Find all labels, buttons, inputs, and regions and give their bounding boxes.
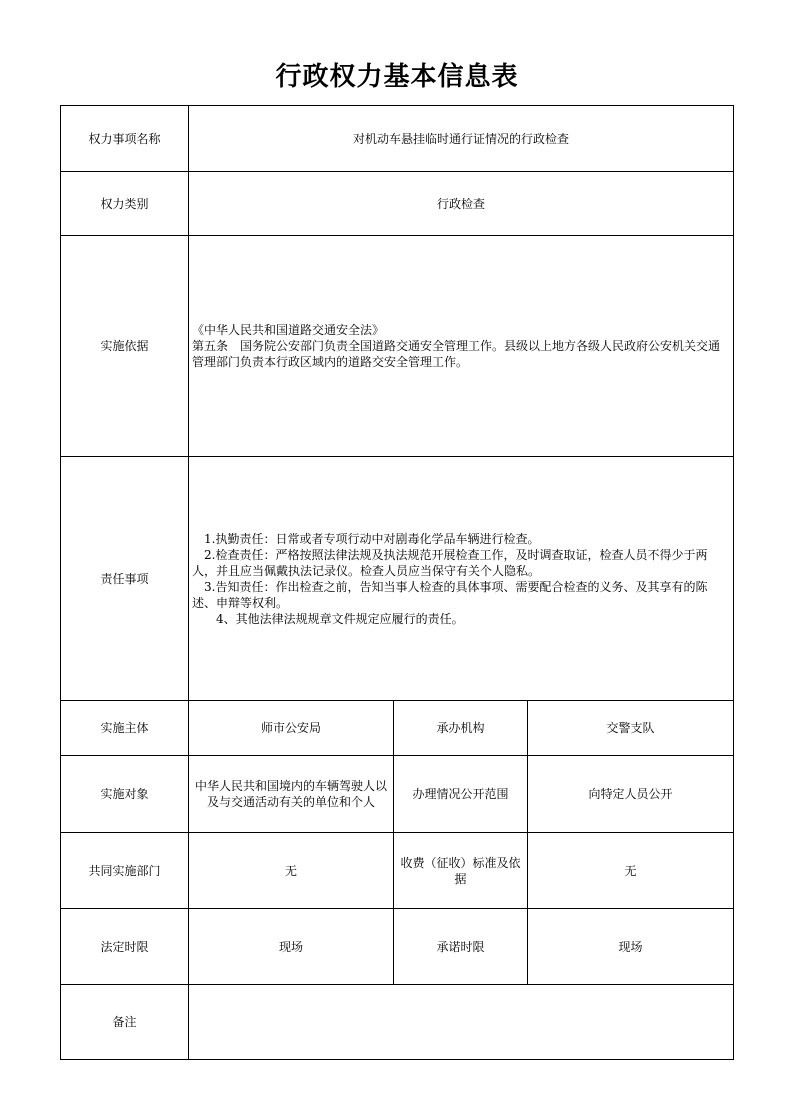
label-agency: 承办机构 [394, 701, 528, 756]
label-remark: 备注 [61, 985, 189, 1060]
label-category: 权力类别 [61, 172, 189, 236]
value-promise: 现场 [528, 909, 734, 985]
duty-item-1: 1.执勤责任：日常或者专项行动中对剧毒化学品车辆进行检查。 [204, 531, 540, 546]
value-name: 对机动车悬挂临时通行证情况的行政检查 [189, 106, 734, 172]
row-remark [61, 985, 734, 1060]
row-target [61, 756, 734, 833]
value-target: 中华人民共和国境内的车辆驾驶人以及与交通活动有关的单位和个人 [189, 756, 394, 833]
value-remark [189, 985, 734, 1060]
duty-item-2: 2.检查责任：严格按照法律法规及执法规范开展检查工作，及时调查取证，检查人员不得少于两人，并且应当佩戴执法记录仪。检查人员应当保守有关个人隐私。 [192, 547, 708, 578]
duty-item-3: 3.告知责任：作出检查之前，告知当事人检查的具体事项、需要配合检查的义务、及其享有的陈述、申辩等权利。 [192, 579, 708, 610]
label-basis: 实施依据 [61, 236, 189, 457]
label-fee: 收费（征收）标准及依据 [394, 833, 528, 909]
value-basis [189, 236, 734, 457]
row-category [61, 172, 734, 236]
value-subject: 师市公安局 [189, 701, 394, 756]
label-target: 实施对象 [61, 756, 189, 833]
label-subject: 实施主体 [61, 701, 189, 756]
row-limit [61, 909, 734, 985]
row-name [61, 106, 734, 172]
label-name: 权力事项名称 [61, 106, 189, 172]
value-agency: 交警支队 [528, 701, 734, 756]
value-duty [189, 457, 734, 701]
info-table [60, 105, 734, 1060]
label-disclosure: 办理情况公开范围 [394, 756, 528, 833]
label-dept: 共同实施部门 [61, 833, 189, 909]
row-duty [61, 457, 734, 701]
value-category: 行政检查 [189, 172, 734, 236]
basis-law-title: 《中华人民共和国道路交通安全法》 [192, 323, 385, 337]
row-subject [61, 701, 734, 756]
row-dept [61, 833, 734, 909]
value-limit: 现场 [189, 909, 394, 985]
page-title: 行政权力基本信息表 [275, 62, 519, 92]
value-fee: 无 [528, 833, 734, 909]
duty-item-4: 4、其他法律法规规章文件规定应履行的责任。 [216, 611, 464, 626]
value-dept: 无 [189, 833, 394, 909]
label-duty: 责任事项 [61, 457, 189, 701]
value-disclosure: 向特定人员公开 [528, 756, 734, 833]
label-limit: 法定时限 [61, 909, 189, 985]
basis-article: 第五条 国务院公安部门负责全国道路交通安全管理工作。县级以上地方各级人民政府公安机关交通管理部门负责本行政区域内的道路交安全管理工作。 [192, 339, 721, 369]
row-basis [61, 236, 734, 457]
label-promise: 承诺时限 [394, 909, 528, 985]
